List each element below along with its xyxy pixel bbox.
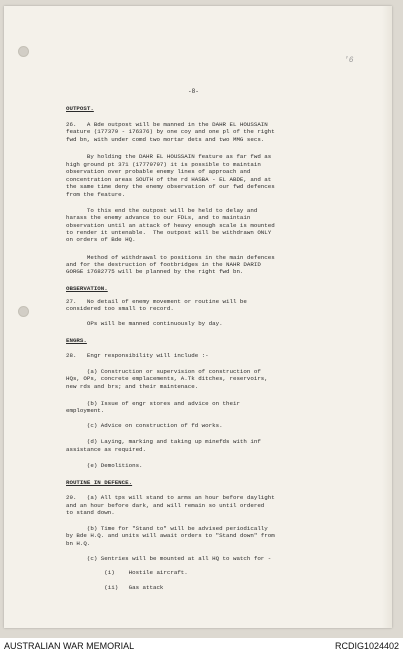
text-line: 29. (a) All tps will stand to arms an hour before daylight xyxy=(66,494,275,501)
text-line: GORGE 17682775 will be planned by the right fwd bn. xyxy=(66,268,244,275)
text-line: considered too small to record. xyxy=(66,305,174,312)
text-line: assistance as required. xyxy=(66,446,147,453)
margin-scribble: '6 xyxy=(344,56,354,65)
text-line: OPs will be manned continuously by day. xyxy=(66,320,223,327)
section-heading: ENGRS. xyxy=(66,337,87,344)
text-line: (b) Issue of engr stores and advice on their xyxy=(66,400,240,407)
text-line: (b) Time for "Stand to" will be advised periodically xyxy=(66,525,268,532)
text-line: from the feature. xyxy=(66,191,126,198)
text-line: To this end the outpost will be held to delay and xyxy=(66,207,258,214)
text-line: (ii) Gas attack xyxy=(66,584,164,591)
page-edge xyxy=(382,6,392,628)
text-line: 26. A Bde outpost will be manned in the DAHR EL HOUSSAIN xyxy=(66,121,268,128)
text-line: harass the enemy advance to our FDLs, and to maintain xyxy=(66,214,251,221)
text-line: bn H.Q. xyxy=(66,540,91,547)
text-line: 28. Engr responsibility will include :- xyxy=(66,352,209,359)
text-line: the same time deny the enemy observation of our fwd defences xyxy=(66,183,275,190)
text-line: (i) Hostile aircraft. xyxy=(66,569,188,576)
text-line: concentration areas SOUTH of the rd HASBA - EL ABDE, and at xyxy=(66,176,272,183)
text-line: observation until an attack of heavy enough scale is mounted xyxy=(66,222,275,229)
section-heading: OUTPOST. xyxy=(66,105,94,112)
text-line: By holding the DAHR EL HOUSSAIN feature as far fwd as xyxy=(66,153,272,160)
text-line: (c) Sentries will be mounted at all HQ to watch for - xyxy=(66,555,272,562)
text-line: (e) Demolitions. xyxy=(66,462,143,469)
punch-hole xyxy=(18,306,29,317)
text-line: 27. No detail of enemy movement or routine will be xyxy=(66,298,247,305)
section-heading: OBSERVATION. xyxy=(66,285,108,292)
text-line: to stand down. xyxy=(66,509,115,516)
text-line: employment. xyxy=(66,407,105,414)
text-line: HQs, OPs, concrete emplacements, A.Tk ditches, reservoirs, xyxy=(66,375,268,382)
page-number: -8- xyxy=(188,88,199,95)
text-line: and for the destruction of footbridges in the NAHR DARID xyxy=(66,261,261,268)
punch-hole xyxy=(18,46,29,57)
footer-record-id: RCDIG1024402 xyxy=(334,641,399,651)
text-line: (d) Laying, marking and taking up minefds with inf xyxy=(66,438,261,445)
text-line: to render it untenable. The outpost will be withdrawn ONLY xyxy=(66,229,272,236)
text-line: new rds and brs; and their maintenace. xyxy=(66,383,199,390)
text-line: high ground pt 371 (17779797) it is possible to maintain xyxy=(66,161,261,168)
section-heading: ROUTINE IN DEFENCE. xyxy=(66,479,133,486)
text-line: Method of withdrawal to positions in the main defences xyxy=(66,254,275,261)
text-line: by Bde H.Q. and units will await orders to "Stand down" from xyxy=(66,532,275,539)
footer-bar xyxy=(0,638,403,654)
footer-archive-name: AUSTRALIAN WAR MEMORIAL xyxy=(4,641,135,651)
text-line: (c) Advice on construction of fd works. xyxy=(66,422,223,429)
text-line: on orders of Bde HQ. xyxy=(66,236,136,243)
text-line: feature (177379 - 176376) by one coy and one pl of the right xyxy=(66,128,275,135)
text-line: (a) Construction or supervision of construction of xyxy=(66,368,261,375)
text-line: observation over probable enemy lines of approach and xyxy=(66,168,251,175)
text-line: and an hour before dark, and will remain so until ordered xyxy=(66,502,265,509)
text-line: fwd bn, with under comd two mortar dets and two MMG secs. xyxy=(66,136,265,143)
